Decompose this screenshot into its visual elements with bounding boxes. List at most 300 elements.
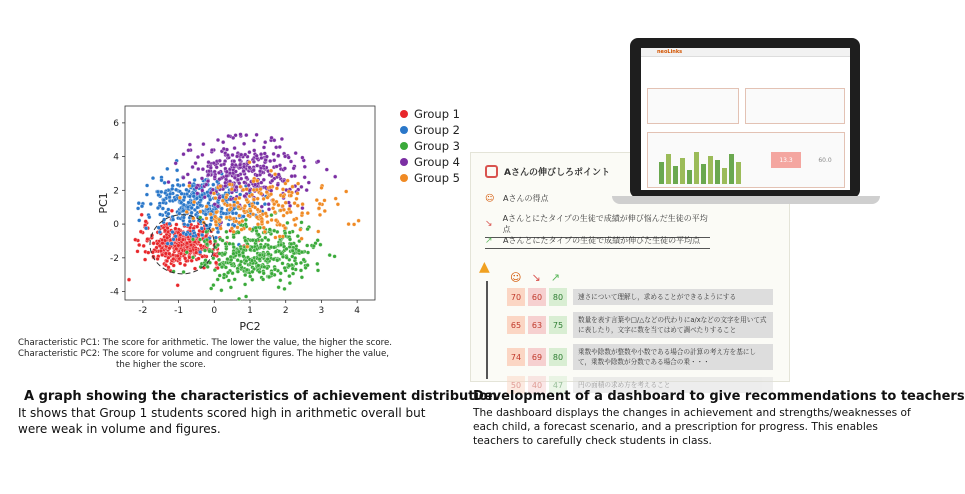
- scatter-point: [259, 181, 263, 185]
- scatter-point: [198, 238, 202, 242]
- scatter-point: [244, 239, 248, 243]
- scatter-point: [267, 252, 271, 256]
- scatter-point: [236, 174, 240, 178]
- warning-icon: ▲: [479, 259, 490, 275]
- scatter-point: [145, 193, 149, 197]
- scatter-point: [238, 193, 242, 197]
- scatter-point: [248, 275, 252, 279]
- comment-card: [745, 88, 845, 124]
- score-own: 65: [507, 316, 525, 334]
- progress-arrow: [486, 281, 488, 379]
- legend-item: [400, 106, 460, 122]
- scatter-point: [209, 212, 213, 216]
- trend-down-icon: ↘: [531, 271, 541, 284]
- scatter-point: [209, 287, 213, 291]
- scatter-point: [224, 266, 228, 270]
- scatter-point: [357, 219, 361, 223]
- scatter-point: [166, 208, 170, 212]
- y-tick-label: 2: [113, 186, 119, 197]
- scatter-point: [325, 168, 329, 172]
- scatter-point: [188, 143, 192, 147]
- panel-title-wrap: [485, 165, 610, 178]
- scatter-point: [218, 159, 222, 163]
- scatter-point: [212, 161, 216, 165]
- scatter-point: [161, 241, 165, 245]
- scatter-point: [281, 187, 285, 191]
- scatter-point: [160, 178, 164, 182]
- score-improved: 75: [549, 316, 567, 334]
- scatter-point: [285, 211, 289, 215]
- scatter-point: [333, 175, 337, 179]
- scatter-point: [143, 258, 147, 262]
- scatter-point: [240, 228, 244, 232]
- legend-improved: [485, 235, 710, 249]
- scatter-point: [220, 207, 224, 211]
- score-own: 50: [507, 376, 525, 394]
- scatter-point: [189, 243, 193, 247]
- scatter-point: [283, 266, 287, 270]
- scatter-point: [241, 251, 245, 255]
- scatter-point: [137, 219, 141, 223]
- scatter-point: [165, 236, 169, 240]
- x-tick-label: 1: [247, 306, 253, 316]
- scatter-point: [270, 218, 274, 222]
- legend-label: Group 1: [414, 107, 460, 121]
- scatter-point: [176, 283, 180, 287]
- scatter-point: [177, 244, 181, 248]
- scatter-point: [291, 267, 295, 271]
- scatter-point: [224, 242, 228, 246]
- scatter-point: [202, 142, 206, 146]
- scatter-point: [283, 226, 287, 230]
- scatter-point: [172, 238, 176, 242]
- scatter-point: [251, 212, 255, 216]
- scatter-point: [228, 171, 232, 175]
- scatter-point: [219, 184, 223, 188]
- smile-icon: ☺: [510, 271, 522, 284]
- scatter-point: [196, 206, 200, 210]
- mini-bar: [666, 154, 671, 184]
- note-pc2-cont: the higher the score.: [116, 360, 206, 370]
- scatter-point: [214, 196, 218, 200]
- scatter-point: [245, 198, 249, 202]
- scatter-point: [252, 198, 256, 202]
- scatter-point: [200, 177, 204, 181]
- scatter-point: [300, 185, 304, 189]
- scatter-point: [244, 259, 248, 263]
- scatter-point: [144, 226, 148, 230]
- scatter-point: [183, 195, 187, 199]
- scatter-point: [213, 175, 217, 179]
- scatter-point: [279, 243, 283, 247]
- row-description: 乗数や除数が整数や小数である場合の計算の考え方を基にして，乗数や除数が分数である場合の乗・・・: [573, 344, 773, 370]
- scatter-point: [208, 223, 212, 227]
- scatter-point: [283, 287, 287, 291]
- scatter-point: [290, 174, 294, 178]
- y-tick-label: 4: [113, 152, 119, 163]
- scatter-point: [270, 272, 274, 276]
- scatter-point: [239, 153, 243, 157]
- scatter-point: [210, 148, 214, 152]
- trend-up-icon: ↗: [485, 235, 493, 246]
- scatter-point: [234, 219, 238, 223]
- scatter-point: [278, 223, 282, 227]
- scatter-point: [230, 187, 234, 191]
- legend-swatch: [400, 174, 408, 182]
- scatter-point: [192, 194, 196, 198]
- scatter-point: [237, 181, 241, 185]
- scatter-point: [175, 223, 179, 227]
- scatter-point: [263, 245, 267, 249]
- scatter-point: [232, 235, 236, 239]
- scatter-point: [166, 242, 170, 246]
- scatter-point: [281, 262, 285, 266]
- scatter-point: [275, 165, 279, 169]
- scatter-point: [237, 297, 241, 301]
- scatter-point: [194, 161, 198, 165]
- scatter-point: [144, 220, 148, 224]
- scatter-point: [299, 261, 303, 265]
- score-stalled: 40: [528, 376, 546, 394]
- scatter-point: [252, 160, 256, 164]
- scatter-point: [182, 176, 186, 180]
- scatter-point: [178, 212, 182, 216]
- scatter-point: [230, 163, 234, 167]
- mini-bar: [694, 152, 699, 184]
- scatter-point: [171, 218, 175, 222]
- scatter-point: [220, 288, 224, 292]
- scatter-point: [233, 146, 237, 150]
- scatter-point: [319, 243, 323, 247]
- scatter-point: [242, 165, 246, 169]
- mini-bar: [701, 164, 706, 184]
- scatter-point: [187, 201, 191, 205]
- scatter-point: [276, 154, 280, 158]
- scatter-point: [232, 230, 236, 234]
- scatter-point: [178, 196, 182, 200]
- scatter-point: [214, 220, 218, 224]
- scatter-point: [182, 216, 186, 220]
- scatter-point: [174, 188, 178, 192]
- scatter-point: [292, 218, 296, 222]
- legend-label: Group 4: [414, 155, 460, 169]
- scatter-point: [214, 261, 218, 265]
- scatter-point: [251, 238, 255, 242]
- scatter-point: [186, 173, 190, 177]
- scatter-point: [218, 177, 222, 181]
- scatter-point: [236, 178, 240, 182]
- scatter-point: [291, 249, 295, 253]
- scatter-point: [207, 169, 211, 173]
- scatter-point: [245, 268, 249, 272]
- scatter-point: [316, 269, 320, 273]
- row-description: 速さについて理解し，求めることができるようにする: [573, 289, 773, 305]
- scatter-point: [248, 160, 252, 164]
- scatter-point: [296, 192, 300, 196]
- y-axis-label: PC1: [97, 192, 110, 214]
- scatter-point: [315, 262, 319, 266]
- scatter-point: [269, 192, 273, 196]
- legend-improved-label: Aさんとにたタイプの生徒で成績が伸びた生徒の平均点: [503, 236, 701, 245]
- scatter-point: [191, 165, 195, 169]
- scatter-point: [336, 202, 340, 206]
- scatter-point: [178, 262, 182, 266]
- scatter-point: [282, 195, 286, 199]
- scatter-point: [242, 254, 246, 258]
- scatter-point: [296, 204, 300, 208]
- x-tick-label: 4: [354, 306, 361, 316]
- scatter-point: [347, 222, 351, 226]
- scatter-point: [242, 169, 246, 173]
- scatter-point: [251, 270, 255, 274]
- scatter-point: [316, 160, 320, 164]
- score-row: [507, 288, 773, 306]
- scatter-point: [249, 209, 253, 213]
- legend-swatch: [400, 126, 408, 134]
- scatter-point: [196, 155, 200, 159]
- scatter-point: [239, 185, 243, 189]
- scatter-point: [230, 227, 234, 231]
- scatter-point: [232, 252, 236, 256]
- scatter-point: [232, 159, 236, 163]
- score-stalled: 69: [528, 348, 546, 366]
- scatter-point: [274, 218, 278, 222]
- row-description: 数量を表す言葉や□/△などの代わりにa/xなどの文字を用いて式に表したり，文字に数を当てはめて調べたりすること: [573, 312, 773, 338]
- scatter-point: [187, 148, 191, 152]
- scatter-point: [139, 230, 143, 234]
- scatter-point: [275, 258, 279, 262]
- chart-legend: [400, 106, 460, 186]
- scatter-point: [262, 226, 266, 230]
- note-pc2: Characteristic PC2: The score for volume and congruent figures. The higher the value,: [18, 349, 389, 359]
- scatter-point: [229, 286, 233, 290]
- scatter-point: [183, 257, 187, 261]
- trend-up-icon: ↗: [550, 271, 560, 284]
- scatter-point: [248, 150, 252, 154]
- scatter-point: [228, 208, 232, 212]
- legend-swatch: [400, 142, 408, 150]
- scatter-point: [294, 262, 298, 266]
- scatter-point: [266, 220, 270, 224]
- scatter-point: [188, 195, 192, 199]
- scatter-point: [262, 164, 266, 168]
- scatter-point: [199, 244, 203, 248]
- scatter-point: [167, 180, 171, 184]
- scatter-point: [279, 271, 283, 275]
- scatter-point: [168, 222, 172, 226]
- scatter-point: [142, 244, 146, 248]
- scatter-point: [237, 231, 241, 235]
- score-rows: [507, 271, 773, 400]
- scatter-point: [182, 203, 186, 207]
- y-tick-label: 6: [113, 118, 119, 129]
- comment-card: [647, 88, 739, 124]
- scatter-point: [278, 163, 282, 167]
- scatter-point: [299, 269, 303, 273]
- scatter-point: [158, 213, 162, 217]
- scatter-point: [301, 156, 305, 160]
- scatter-point: [238, 263, 242, 267]
- scatter-point: [207, 160, 211, 164]
- scatter-point: [270, 213, 274, 217]
- scatter-point: [205, 238, 209, 242]
- scatter-point: [234, 170, 238, 174]
- scatter-point: [255, 179, 259, 183]
- mini-bar: [729, 154, 734, 184]
- scatter-point: [274, 236, 278, 240]
- scatter-point: [231, 211, 235, 215]
- scatter-point: [156, 206, 160, 210]
- scatter-point: [266, 238, 270, 242]
- scatter-point: [226, 153, 230, 157]
- scatter-point: [265, 155, 269, 159]
- scatter-point: [193, 178, 197, 182]
- scatter-point: [290, 255, 294, 259]
- scatter-point: [274, 145, 278, 149]
- score-improved: 47: [549, 376, 567, 394]
- scatter-point: [211, 228, 215, 232]
- app-header: [641, 48, 850, 57]
- scatter-point: [218, 252, 222, 256]
- scatter-point: [192, 200, 196, 204]
- scatter-point: [160, 253, 164, 257]
- scatter-point: [289, 160, 293, 164]
- scatter-point: [255, 174, 259, 178]
- scatter-point: [216, 138, 220, 142]
- scatter-point: [300, 211, 304, 215]
- scatter-point: [195, 192, 199, 196]
- scatter-point: [288, 281, 292, 285]
- scatter-point: [151, 176, 155, 180]
- scatter-point: [252, 139, 256, 143]
- scatter-point: [273, 210, 277, 214]
- scatter-point: [272, 246, 276, 250]
- scatter-point: [186, 223, 190, 227]
- scatter-point: [245, 245, 249, 249]
- scatter-point: [196, 167, 200, 171]
- scatter-point: [235, 185, 239, 189]
- scatter-point: [219, 227, 223, 231]
- scatter-point: [205, 205, 209, 209]
- scatter-point: [238, 163, 242, 167]
- scatter-point: [225, 216, 229, 220]
- scatter-point: [173, 198, 177, 202]
- scatter-point: [287, 274, 291, 278]
- mini-bar: [659, 162, 664, 184]
- scatter-point: [243, 204, 247, 208]
- scatter-point: [167, 212, 171, 216]
- scatter-point: [224, 247, 228, 251]
- mini-bar: [715, 160, 720, 184]
- scatter-point: [225, 174, 229, 178]
- scatter-point: [288, 238, 292, 242]
- scatter-point: [271, 206, 275, 210]
- scatter-point: [204, 183, 208, 187]
- scatter-point: [248, 248, 252, 252]
- scatter-point: [288, 231, 292, 235]
- scatter-point: [266, 196, 270, 200]
- scatter-point: [293, 201, 297, 205]
- scatter-point: [195, 225, 199, 229]
- scatter-point: [222, 212, 226, 216]
- scatter-point: [333, 255, 337, 259]
- scatter-point: [216, 205, 220, 209]
- scatter-point: [243, 153, 247, 157]
- scatter-point: [149, 202, 153, 206]
- scatter-point: [224, 196, 228, 200]
- scatter-point: [236, 226, 240, 230]
- trend-down-icon: ↘: [485, 219, 493, 229]
- scatter-point: [185, 188, 189, 192]
- scatter-point: [170, 209, 174, 213]
- scatter-point: [203, 195, 207, 199]
- scatter-point: [283, 167, 287, 171]
- scatter-point: [227, 134, 231, 138]
- scatter-point: [318, 213, 322, 217]
- scatter-point: [171, 230, 175, 234]
- scatter-point: [300, 221, 304, 225]
- scatter-point: [170, 187, 174, 191]
- scatter-point: [237, 250, 241, 254]
- scatter-point: [204, 213, 208, 217]
- scatter-point: [282, 214, 286, 218]
- scatter-point: [167, 256, 171, 260]
- scatter-point: [275, 187, 279, 191]
- scatter-point: [228, 242, 232, 246]
- scatter-point: [152, 241, 156, 245]
- scatter-point: [167, 265, 171, 269]
- scatter-point: [177, 238, 181, 242]
- x-tick-label: -2: [138, 306, 148, 316]
- mini-bar: [722, 168, 727, 184]
- legend-item: [400, 154, 460, 170]
- scatter-point: [277, 173, 281, 177]
- scatter-point: [178, 233, 182, 237]
- scatter-point: [207, 201, 211, 205]
- scatter-point: [245, 176, 249, 180]
- scatter-point: [344, 190, 348, 194]
- scatter-point: [191, 238, 195, 242]
- scatter-point: [234, 197, 238, 201]
- scatter-point: [180, 192, 184, 196]
- scatter-point: [296, 234, 300, 238]
- legend-item: [400, 138, 460, 154]
- scatter-point: [236, 270, 240, 274]
- scatter-point: [323, 209, 327, 213]
- scatter-point: [316, 230, 320, 234]
- scatter-point: [255, 154, 259, 158]
- scatter-point: [209, 166, 213, 170]
- scatter-point: [265, 190, 269, 194]
- x-tick-label: 2: [282, 306, 289, 316]
- scatter-point: [256, 222, 260, 226]
- note-pc1: Characteristic PC1: The score for arithmetic. The lower the value, the higher the score.: [18, 338, 392, 348]
- scatter-point: [296, 182, 300, 186]
- score-improved: 80: [549, 288, 567, 306]
- scatter-point: [221, 140, 225, 144]
- scatter-point: [146, 251, 150, 255]
- scatter-point: [244, 218, 248, 222]
- x-axis-label: PC2: [239, 320, 261, 333]
- scatter-point: [260, 205, 264, 209]
- scatter-point: [298, 228, 302, 232]
- scatter-point: [200, 189, 204, 193]
- mini-bar: [736, 162, 741, 184]
- scatter-point: [226, 257, 230, 261]
- scatter-point: [242, 215, 246, 219]
- scatter-point: [240, 219, 244, 223]
- scatter-point: [245, 187, 249, 191]
